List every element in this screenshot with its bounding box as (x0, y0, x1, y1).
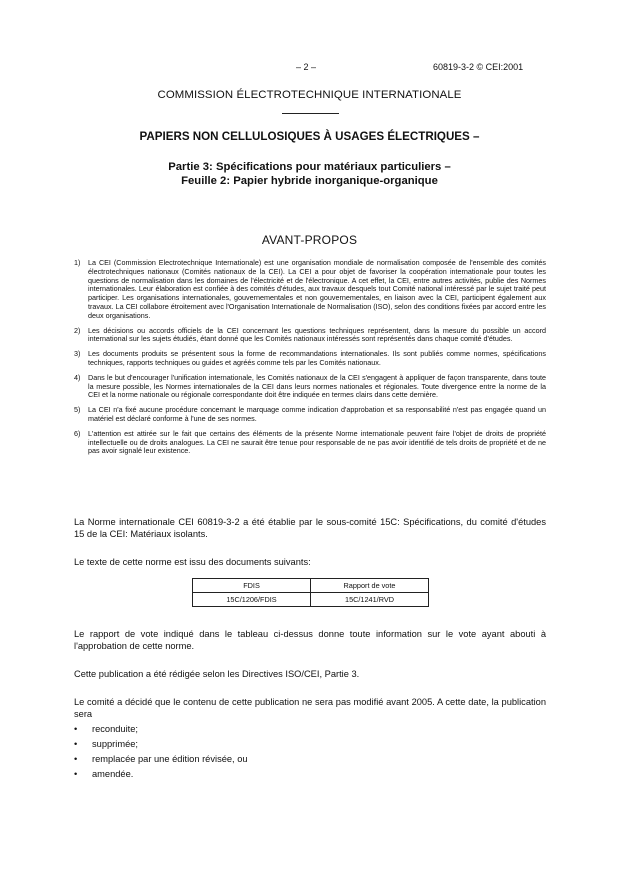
foreword-item-number: 5) (74, 405, 81, 415)
foreword-item-text: Les documents produits se présentent sous la forme de recommandations internationales. Ils sont publiés comme normes, spécifications techniques, rapports techniques ou guides et agréés comme tels par les Comités nationaux. (88, 349, 546, 367)
list-item-text: reconduite; (92, 724, 138, 734)
table-header-fdis: FDIS (193, 579, 311, 593)
list-item (74, 769, 546, 784)
foreword-item-number: 1) (74, 258, 81, 267)
vote-report-paragraph: Le rapport de vote indiqué dans le tableau ci-dessus donne toute information sur le vote ayant abouti à l'approbation de cette norme. (74, 629, 546, 651)
foreword-list (74, 259, 546, 462)
committee-decision-paragraph: Le comité a décidé que le contenu de cette publication ne sera pas modifié avant 2005. A cette date, la publication sera (74, 697, 546, 719)
commission-name: COMMISSION ÉLECTROTECHNIQUE INTERNATIONALE (157, 89, 462, 101)
table-row (193, 593, 429, 607)
foreword-item (74, 327, 546, 345)
foreword-item (74, 350, 546, 368)
foreword-item (74, 374, 546, 400)
list-item-text: supprimée; (92, 739, 138, 749)
list-item (74, 724, 546, 739)
foreword-item (74, 259, 546, 321)
table-cell-vote-report: 15C/1241/RVD (311, 593, 429, 607)
foreword-item-number: 6) (74, 428, 81, 438)
title-divider (282, 113, 339, 114)
foreword-item-number: 2) (74, 325, 81, 335)
part-title-line-2: Feuille 2: Papier hybride inorganique-organique (181, 175, 438, 187)
table-cell-fdis: 15C/1206/FDIS (193, 593, 311, 607)
foreword-item-number: 4) (74, 372, 81, 382)
table-header-row (193, 579, 429, 593)
foreword-item-number: 3) (74, 349, 81, 359)
foreword-item-text: Les décisions ou accords officiels de la CEI concernant les questions techniques représentent, dans la mesure du possible un accord international sur les sujets étudiés, étant donné que les Comités nationaux intéressés sont représentés dans chaque comité d'études. (88, 325, 546, 344)
foreword-item-text: Dans le but d'encourager l'unification internationale, les Comités nationaux de la CEI s'engagent à appliquer de façon transparente, dans toute la mesure possible, les Normes internationales de la CEI dans leurs normes nationales et régionales. Toute divergence entre la norme de la CEI et la norme nationale ou régionale correspondante doit être indiquée en termes clairs dans cette dernière. (88, 372, 546, 400)
list-item (74, 754, 546, 769)
foreword-item-text: La CEI n'a fixé aucune procédure concernant le marquage comme indication d'approbation et sa responsabilité n'est pas engagée quand un matériel est déclaré conforme à l'une de ses normes. (88, 405, 546, 423)
directives-paragraph: Cette publication a été rédigée selon les Directives ISO/CEI, Partie 3. (74, 669, 360, 679)
foreword-heading: AVANT-PROPOS (261, 233, 358, 247)
list-item-text: remplacée par une édition révisée, ou (92, 754, 248, 764)
table-header-vote-report: Rapport de vote (311, 579, 429, 593)
list-item (74, 739, 546, 754)
bullet-icon: • (74, 754, 78, 764)
part-title-line-1: Partie 3: Spécifications pour matériaux particuliers – (168, 161, 451, 173)
foreword-item (74, 406, 546, 424)
publication-options-list (74, 724, 546, 784)
bullet-icon: • (74, 739, 78, 749)
document-reference: 60819-3-2 © CEI:2001 (433, 62, 524, 72)
voting-documents-table (192, 578, 429, 607)
page-number: – 2 – (296, 62, 317, 72)
established-paragraph: La Norme internationale CEI 60819-3-2 a été établie par le sous-comité 15C: Spécifications, du comité d'études 15 de la CEI: Matériaux isolants. (74, 517, 546, 539)
document-title: PAPIERS NON CELLULOSIQUES À USAGES ÉLECTRIQUES – (139, 130, 480, 143)
foreword-item (74, 430, 546, 456)
source-documents-paragraph: Le texte de cette norme est issu des documents suivants: (74, 557, 311, 567)
foreword-item-text: La CEI (Commission Electrotechnique Internationale) est une organisation mondiale de normalisation composée de l'ensemble des comités électrotechniques nationaux (Comités nationaux de la CEI). La CEI a pour objet de favoriser la coopération internationale pour toutes les questions de normalisation dans les domaines de l'électricité et de l'électronique. A cet effet, la CEI, entre autres activités, publie des Normes internationales. Leur élaboration est confiée à des comités d'études, aux travaux desquels tout Comité national intéressé par le sujet traité peut participer. Les organisations internationales, gouvernementales et non gouvernementales, en liaison avec la CEI, participent également aux travaux. La CEI collabore étroitement avec l'Organisation Internationale de Normalisation (ISO), selon des conditions fixées par accord entre les deux organisations. (88, 258, 546, 320)
foreword-item-text: L'attention est attirée sur le fait que certains des éléments de la présente Norme internationale peuvent faire l'objet de droits de propriété intellectuelle ou de droits analogues. La CEI ne saurait être tenue pour responsable de ne pas avoir identifié de tels droits de propriété et de ne pas avoir signalé leur existence. (88, 428, 546, 456)
bullet-icon: • (74, 724, 78, 734)
bullet-icon: • (74, 769, 78, 779)
part-title (0, 160, 619, 188)
list-item-text: amendée. (92, 769, 134, 779)
